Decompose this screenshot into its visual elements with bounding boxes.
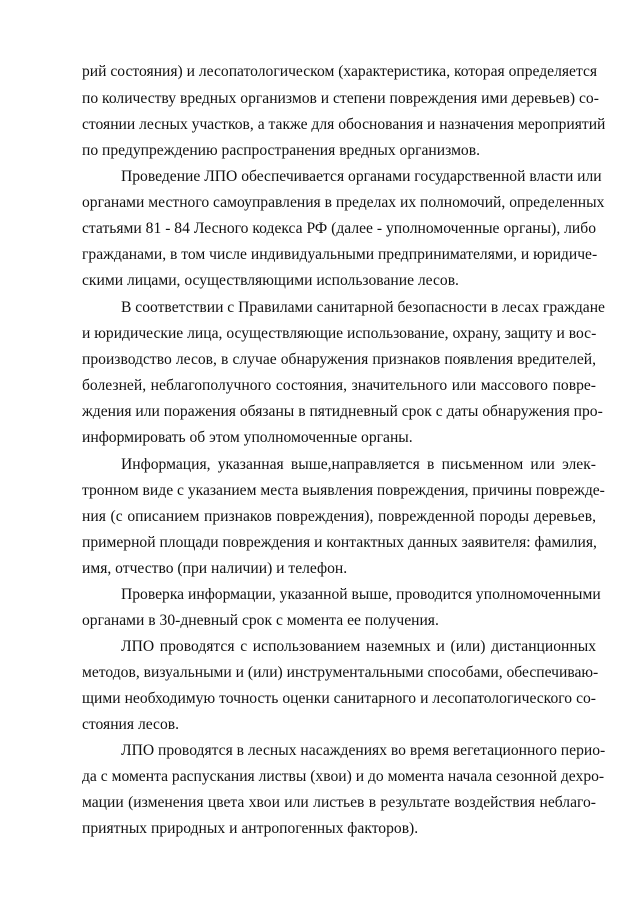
text-line: рий состояния) и лесопатологическом (характеристика, которая определяется <box>82 63 598 80</box>
text-line: по количеству вредных организмов и степени повреждения ими деревьев) со- <box>82 90 599 107</box>
paragraph-first-line: В соответствии с Правилами санитарной безопасности в лесах граждане <box>121 299 605 316</box>
text-line: мации (изменения цвета хвои или листьев в результате воздействия неблаго- <box>82 794 596 811</box>
text-line: стояния лесов. <box>82 716 180 733</box>
text-line: информировать об этом уполномоченные органы. <box>82 429 413 446</box>
text-line: методов, визуальными и (или) инструментальными способами, обеспечиваю- <box>82 664 599 681</box>
text-line: болезней, неблагополучного состояния, значительного или массового повре- <box>82 377 596 394</box>
text-line: статьями 81 - 84 Лесного кодекса РФ (далее - уполномоченные органы), либо <box>82 220 596 237</box>
paragraph-first-line: ЛПО проводятся с использованием наземных и (или) дистанционных <box>121 638 596 655</box>
text-line: приятных природных и антропогенных факторов). <box>82 820 419 837</box>
text-line: производство лесов, в случае обнаружения признаков появления вредителей, <box>82 351 596 368</box>
text-line: ждения или поражения обязаны в пятидневный срок с даты обнаружения про- <box>82 403 603 420</box>
text-line: и юридические лица, осуществляющие использование, охрану, защиту и вос- <box>82 325 597 342</box>
text-line: примерной площади повреждения и контактных данных заявителя: фамилия, <box>82 534 597 551</box>
text-line: имя, отчество (при наличии) и телефон. <box>82 560 348 577</box>
paragraph-first-line: ЛПО проводятся в лесных насаждениях во время вегетационного перио- <box>121 742 606 759</box>
text-line: скими лицами, осуществляющими использование лесов. <box>82 272 459 289</box>
text-line: гражданами, в том числе индивидуальными предпринимателями, и юридиче- <box>82 246 598 263</box>
text-line: органами местного самоуправления в пределах их полномочий, определенных <box>82 194 605 211</box>
text-line: органами в 30-дневный срок с момента ее получения. <box>82 612 439 629</box>
paragraph-first-line: Информация, указанная выше,направляется в письменном или элек- <box>121 456 596 473</box>
paragraph-first-line: Проверка информации, указанной выше, проводится уполномоченными <box>121 586 601 603</box>
text-line: стоянии лесных участков, а также для обоснования и назначения мероприятий <box>82 116 606 133</box>
text-line: щими необходимую точность оценки санитарного и лесопатологического со- <box>82 690 596 707</box>
text-line: ния (с описанием признаков повреждения), поврежденной породы деревьев, <box>82 508 596 525</box>
text-line: тронном виде с указанием места выявления повреждения, причины поврежде- <box>82 482 605 499</box>
paragraph-first-line: Проведение ЛПО обеспечивается органами государственной власти или <box>121 168 602 185</box>
text-line: по предупреждению распространения вредных организмов. <box>82 142 480 159</box>
text-line: да с момента распускания листвы (хвои) и до момента начала сезонной дехро- <box>82 768 605 785</box>
